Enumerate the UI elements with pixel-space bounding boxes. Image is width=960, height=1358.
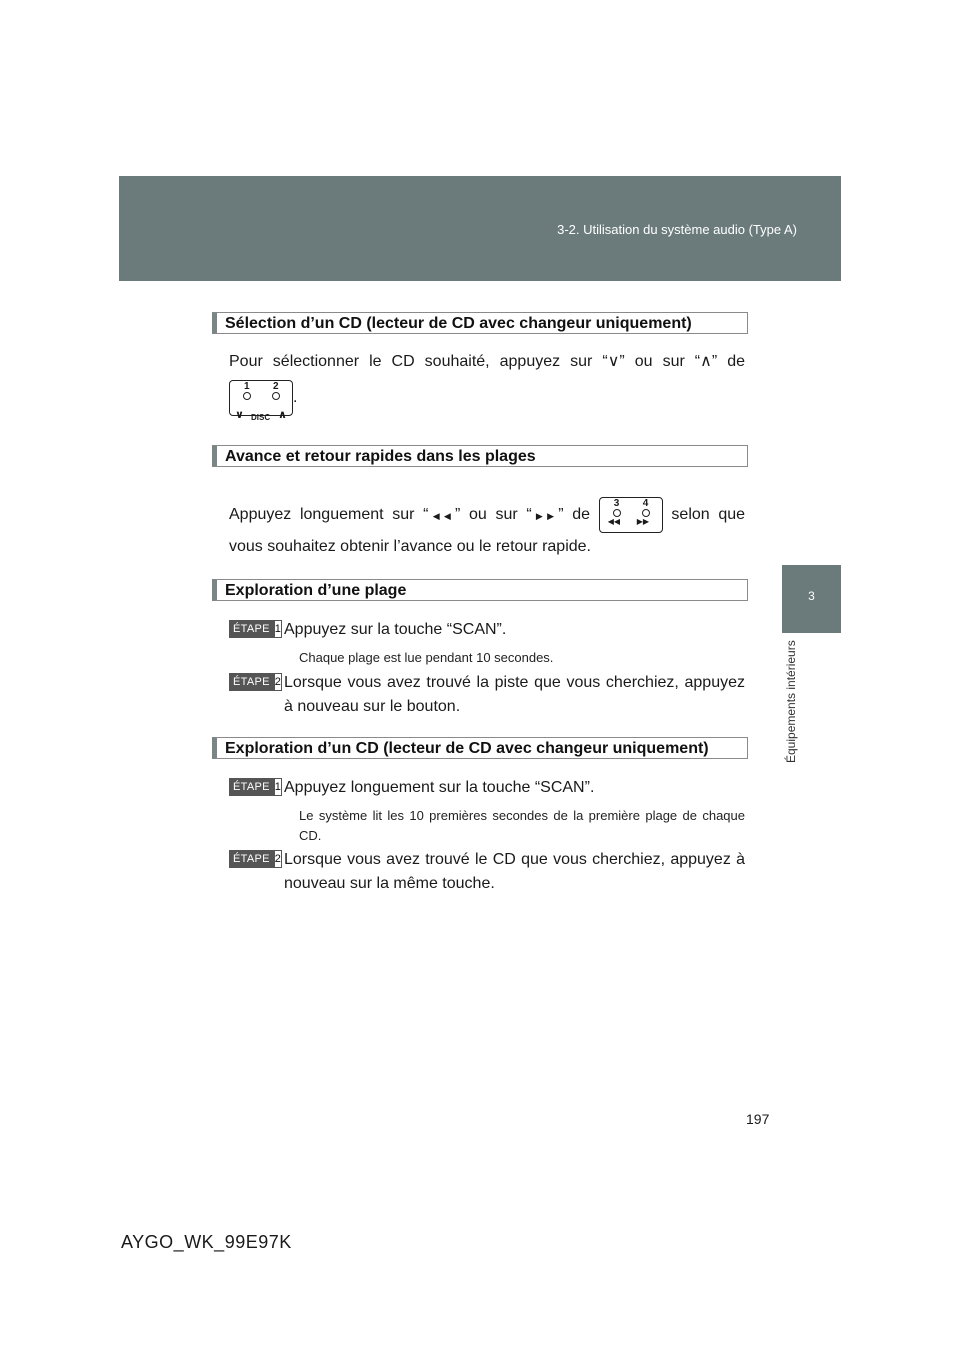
cd-selection-text: Pour sélectionner le CD souhaité, appuyez sur “∨” ou sur “∧” de 1 2 ∨ DISC ∧ . (229, 353, 745, 422)
chapter-number: 3 (808, 589, 815, 603)
step-badge: ÉTAPE 2 (229, 850, 280, 868)
cd-scan-step-1: ÉTAPE 1 Appuyez longuement sur la touche “SCAN”. Le système lit les 10 premières secondes de la première plage de chaque CD. (229, 776, 745, 846)
section-heading-track-scan: Exploration d’une plage (212, 579, 748, 601)
fast-forward-text-end: vous souhaitez obtenir l’avance ou le retour rapide. (229, 538, 591, 555)
track-scan-step-2: ÉTAPE 2 Lorsque vous avez trouvé la piste que vous cherchiez, appuyez à nouveau sur le bouton. (229, 671, 745, 719)
step-badge: ÉTAPE 1 (229, 620, 280, 638)
fast-forward-symbol: ▶▶ (531, 511, 559, 522)
up-symbol: ∧ (700, 353, 712, 370)
section-heading-cd-scan: Exploration d’un CD (lecteur de CD avec changeur uniquement) (212, 737, 748, 759)
fast-forward-text: Appuyez longuement sur “◀◀” ou sur “▶▶” de 3 4 ◀◀ ▶▶ selon que vous souhaitez obtenir l’avance ou le retour rapide. (229, 497, 745, 563)
selon-que: selon que (671, 506, 746, 524)
header-band (119, 176, 841, 281)
chapter-label: Équipements intérieurs (784, 640, 798, 763)
cd-scan-step-2: ÉTAPE 2 Lorsque vous avez trouvé le CD que vous cherchiez, appuyez à nouveau sur la même touche. (229, 848, 745, 896)
track-buttons-icon: 3 4 ◀◀ ▶▶ (599, 497, 663, 533)
step-note: Chaque plage est lue pendant 10 secondes. (299, 650, 554, 665)
step-note: Le système lit les 10 premières secondes de la première plage de chaque CD. (299, 808, 745, 843)
down-symbol: ∨ (607, 353, 620, 370)
page-number: 197 (746, 1111, 770, 1127)
header-title: 3-2. Utilisation du système audio (Type A) (557, 222, 797, 237)
footer-code: AYGO_WK_99E97K (121, 1232, 292, 1252)
chapter-tab (782, 565, 841, 633)
section-heading-cd-selection: Sélection d’un CD (lecteur de CD avec changeur uniquement) (212, 312, 748, 334)
step-badge: ÉTAPE 2 (229, 673, 280, 691)
disc-button-icon: 1 2 ∨ DISC ∧ (229, 380, 293, 416)
rewind-symbol: ◀◀ (428, 511, 455, 522)
section-heading-fast-forward: Avance et retour rapides dans les plages (212, 445, 748, 467)
track-scan-step-1: ÉTAPE 1 Appuyez sur la touche “SCAN”. Chaque plage est lue pendant 10 secondes. (229, 618, 745, 668)
step-badge: ÉTAPE 1 (229, 778, 280, 796)
